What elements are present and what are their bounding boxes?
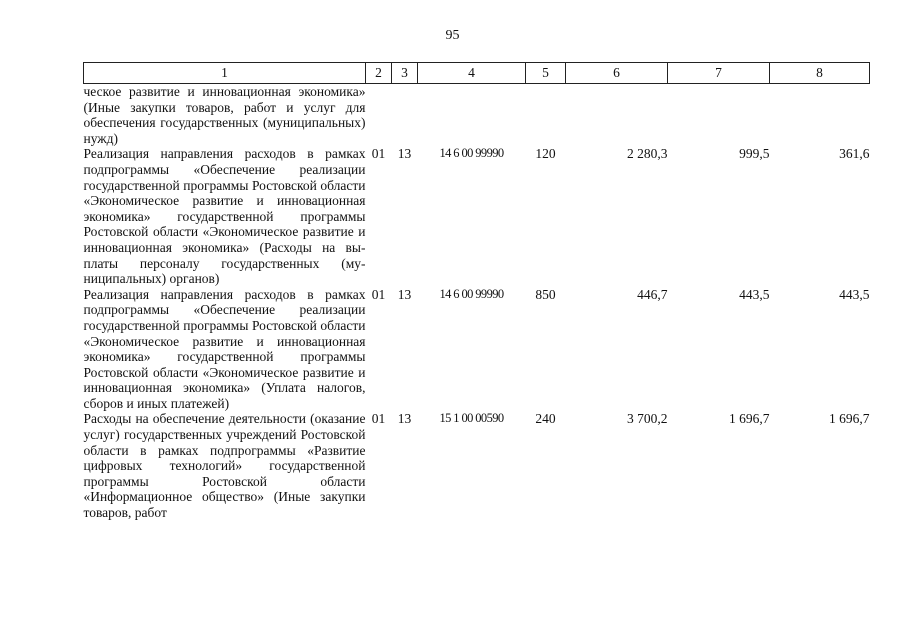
row-amount-col6: 2 280,3 bbox=[627, 146, 668, 162]
row-expense-type: 240 bbox=[535, 411, 556, 427]
row-expense-type: 120 bbox=[535, 146, 556, 162]
row-description: ческое развитие и инновационная экономика» (Иные закупки товаров, работ и услуг для обеспечения государственных (муниципальных) нужд) bbox=[83, 84, 366, 146]
table-row bbox=[84, 84, 870, 147]
row-subsection: 13 bbox=[397, 146, 412, 162]
table-row bbox=[84, 411, 870, 520]
row-subsection: 13 bbox=[397, 286, 412, 302]
row-section: 01 bbox=[371, 411, 386, 427]
row-subsection bbox=[392, 84, 418, 147]
row-amount-col7 bbox=[668, 84, 770, 147]
row-description: Реализация направления расходов в рамках подпрограммы «Обеспечение реализации государственной программы Ростовской области «Экономическое развитие и инновационная экономика» государственной программы Ростовской области «Экономическое развитие и инновационная экономика» (Уплата налогов, сборов и иных платежей) bbox=[83, 286, 366, 411]
row-expense-type: 850 bbox=[535, 286, 556, 302]
row-amount-col6 bbox=[566, 84, 668, 147]
row-amount-col8 bbox=[770, 84, 870, 147]
row-amount-col8: 1 696,7 bbox=[829, 411, 870, 427]
row-amount-col7: 443,5 bbox=[739, 286, 770, 302]
header-row bbox=[84, 63, 870, 84]
row-amount-col8: 443,5 bbox=[839, 286, 870, 302]
row-subsection: 13 bbox=[397, 411, 412, 427]
row-section: 01 bbox=[371, 146, 386, 162]
table-row bbox=[84, 287, 870, 412]
row-amount-col6: 446,7 bbox=[637, 286, 668, 302]
row-expense-type bbox=[526, 84, 566, 147]
row-amount-col7: 1 696,7 bbox=[729, 411, 770, 427]
header-col-5: 5 bbox=[526, 63, 566, 84]
header-col-3: 3 bbox=[392, 63, 418, 84]
header-col-8: 8 bbox=[770, 63, 870, 84]
row-target-code: 15 1 00 00590 bbox=[439, 411, 504, 426]
budget-table bbox=[83, 62, 870, 521]
row-target-code bbox=[418, 84, 526, 147]
row-description: Расходы на обеспечение деятельности (оказание услуг) государственных учреждений Ростовской области в рамках подпрограммы «Развитие цифровых технологий» государственной программы Ростовской области «Информационное общество» (Иные закупки товаров, работ bbox=[83, 411, 366, 521]
row-target-code: 14 6 00 99990 bbox=[439, 146, 504, 161]
table-row bbox=[84, 146, 870, 286]
row-amount-col7: 999,5 bbox=[739, 146, 770, 162]
row-description: Реализация направления расходов в рамках подпрограммы «Обеспечение реализации государственной программы Ростовской области «Экономическое развитие и инновационная экономика» государственной программы Ростовской области «Экономическое развитие и инновационная экономика» (Расходы на выплаты персоналу государственных (муниципальных) органов) bbox=[83, 146, 366, 287]
header-col-2: 2 bbox=[366, 63, 392, 84]
row-target-code: 14 6 00 99990 bbox=[439, 286, 504, 301]
header-col-7: 7 bbox=[668, 63, 770, 84]
row-amount-col6: 3 700,2 bbox=[627, 411, 668, 427]
row-section bbox=[366, 84, 392, 147]
page-number: 95 bbox=[445, 28, 460, 43]
header-col-4: 4 bbox=[418, 63, 526, 84]
row-section: 01 bbox=[371, 286, 386, 302]
header-col-6: 6 bbox=[566, 63, 668, 84]
row-amount-col8: 361,6 bbox=[839, 146, 870, 162]
header-col-1: 1 bbox=[84, 63, 366, 84]
